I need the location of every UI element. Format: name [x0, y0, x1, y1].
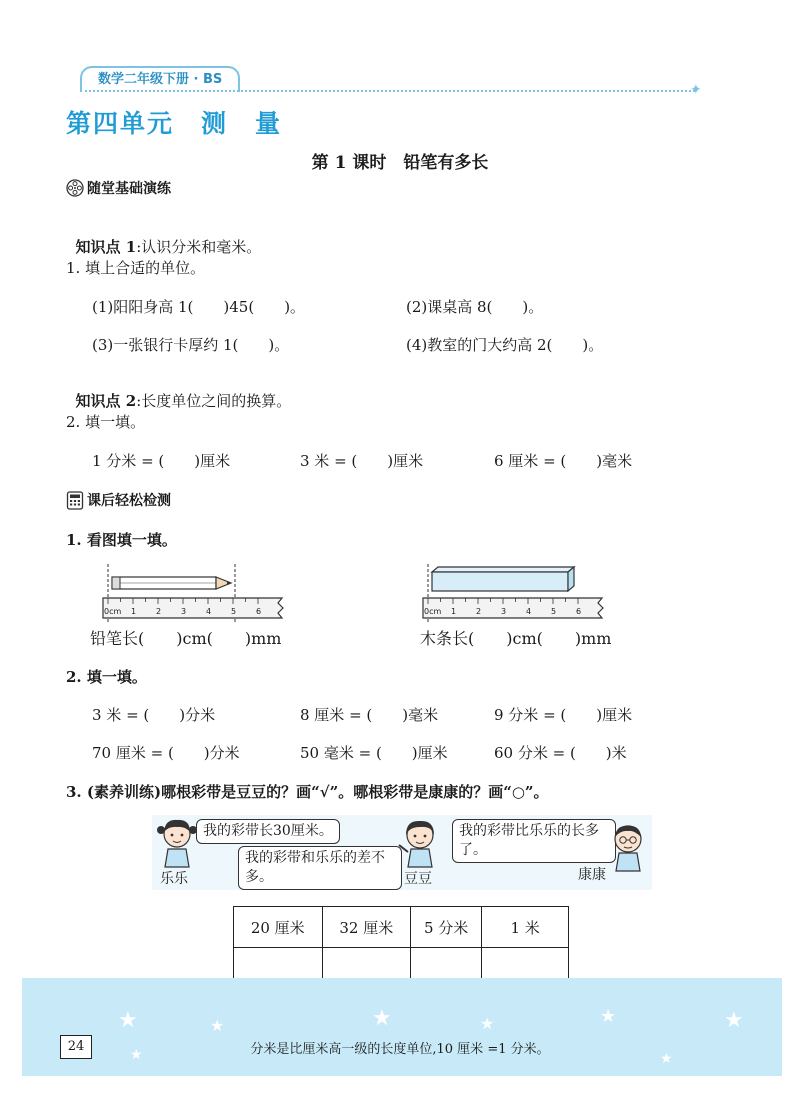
- kp2-label: 知识点 2: [75, 392, 137, 410]
- ruler-label: 2: [476, 607, 482, 616]
- q1-item-d: (4)教室的门大约高 2( )。: [406, 336, 604, 354]
- star-icon: ★: [480, 1014, 495, 1033]
- ruler-label: 4: [526, 607, 532, 616]
- pencil-icon: [112, 577, 231, 589]
- q1-stem: 1. 填上合适的单位。: [66, 259, 206, 277]
- wood-ruler-figure: [420, 562, 610, 624]
- ruler-label: 5: [231, 607, 237, 616]
- table-header-cell: 1 米: [482, 907, 569, 948]
- check-q3-stem: 3. (素养训练)哪根彩带是豆豆的？画“√”。哪根彩带是康康的？画“○”。: [66, 783, 549, 801]
- speech-bubble-kangkang: 我的彩带比乐乐的长多了。: [452, 819, 616, 863]
- name-doudou: 豆豆: [404, 871, 432, 887]
- check-q2-r1-a: 3 米 = ( )分米: [92, 706, 216, 724]
- check-q2-r2-b: 50 毫米 = ( )厘米: [300, 744, 448, 762]
- header-star-icon: ✦: [690, 82, 702, 98]
- lesson-title: 第 1 课时 铅笔有多长: [311, 153, 489, 173]
- ruler-label: 6: [576, 607, 582, 616]
- ruler-label: 3: [501, 607, 507, 616]
- star-icon: ★: [130, 1047, 143, 1063]
- table-header-cell: 20 厘米: [234, 907, 323, 948]
- kp1-text: :认识分米和毫米。: [136, 238, 262, 256]
- boy-kangkang-icon: [606, 822, 650, 872]
- star-icon: ★: [600, 1006, 617, 1027]
- q1-item-c: (3)一张银行卡厚约 1( )。: [92, 336, 290, 354]
- star-icon: ★: [724, 1008, 744, 1033]
- check-q2-r2-c: 60 分米 = ( )米: [494, 744, 627, 762]
- ruler-label: 3: [181, 607, 187, 616]
- ruler-label: 2: [156, 607, 162, 616]
- practice-heading: [66, 178, 171, 198]
- q2-stem: 2. 填一填。: [66, 413, 146, 431]
- calculator-icon: [66, 491, 84, 510]
- q1-item-a: (1)阳阳身高 1( )45( )。: [92, 298, 306, 316]
- pencil-ruler-figure: [100, 562, 290, 624]
- knowledge-point-1: [66, 218, 261, 257]
- star-icon: ★: [210, 1016, 225, 1035]
- girl-lele-icon: [155, 816, 201, 868]
- ruler: [423, 598, 603, 618]
- footer-note: 分米是比厘米高一级的长度单位,10 厘米 =1 分米。: [250, 1042, 550, 1057]
- check-q2-r1-b: 8 厘米 = ( )毫米: [300, 706, 439, 724]
- wood-caption: 木条长( )cm( )mm: [420, 629, 612, 648]
- page-number: 24: [60, 1035, 92, 1059]
- wood-strip-icon: [432, 567, 574, 591]
- unit-title: 第四单元 测 量: [66, 109, 283, 138]
- ruler-label: 0cm: [424, 607, 442, 616]
- check-heading-text: 课后轻松检测: [87, 493, 171, 509]
- knowledge-point-2: [66, 372, 291, 411]
- pencil-caption: 铅笔长( )cm( )mm: [90, 629, 282, 648]
- table-header-cell: 5 分米: [411, 907, 482, 948]
- practice-heading-text: 随堂基础演练: [87, 181, 171, 197]
- ruler-label: 1: [451, 607, 457, 616]
- q2-item-a: 1 分米 = ( )厘米: [92, 452, 231, 470]
- kp2-text: :长度单位之间的换算。: [136, 392, 292, 410]
- ruler-label: 6: [256, 607, 262, 616]
- q1-item-b: (2)课桌高 8( )。: [406, 298, 544, 316]
- check-q2-r1-c: 9 分米 = ( )厘米: [494, 706, 633, 724]
- table-header-row: [234, 907, 569, 948]
- ruler: [103, 598, 283, 618]
- table-header-cell: 32 厘米: [322, 907, 411, 948]
- name-kangkang: 康康: [578, 867, 606, 883]
- check-q2-r2-a: 70 厘米 = ( )分米: [92, 744, 240, 762]
- q2-item-c: 6 厘米 = ( )毫米: [494, 452, 633, 470]
- ruler-label: 0cm: [104, 607, 122, 616]
- q2-item-b: 3 米 = ( )厘米: [300, 452, 424, 470]
- check-heading: [66, 490, 171, 510]
- check-q2-stem: 2. 填一填。: [66, 668, 147, 686]
- film-reel-icon: [66, 179, 84, 197]
- header-dotted-line: [80, 90, 695, 92]
- girl-doudou-icon: [396, 818, 442, 868]
- speech-bubble-lele: 我的彩带长30厘米。: [196, 819, 340, 844]
- star-icon: ★: [660, 1051, 673, 1067]
- star-icon: ★: [372, 1006, 392, 1031]
- ruler-label: 5: [551, 607, 557, 616]
- star-icon: ★: [118, 1008, 138, 1033]
- name-lele: 乐乐: [160, 871, 188, 887]
- ribbon-answer-table: [233, 906, 569, 989]
- ruler-label: 4: [206, 607, 212, 616]
- speech-bubble-doudou: 我的彩带和乐乐的差不多。: [238, 846, 402, 890]
- check-q1-stem: 1. 看图填一填。: [66, 531, 177, 549]
- kp1-label: 知识点 1: [75, 238, 137, 256]
- book-header-tab: 数学二年级下册 · BS: [80, 66, 240, 92]
- ruler-label: 1: [131, 607, 137, 616]
